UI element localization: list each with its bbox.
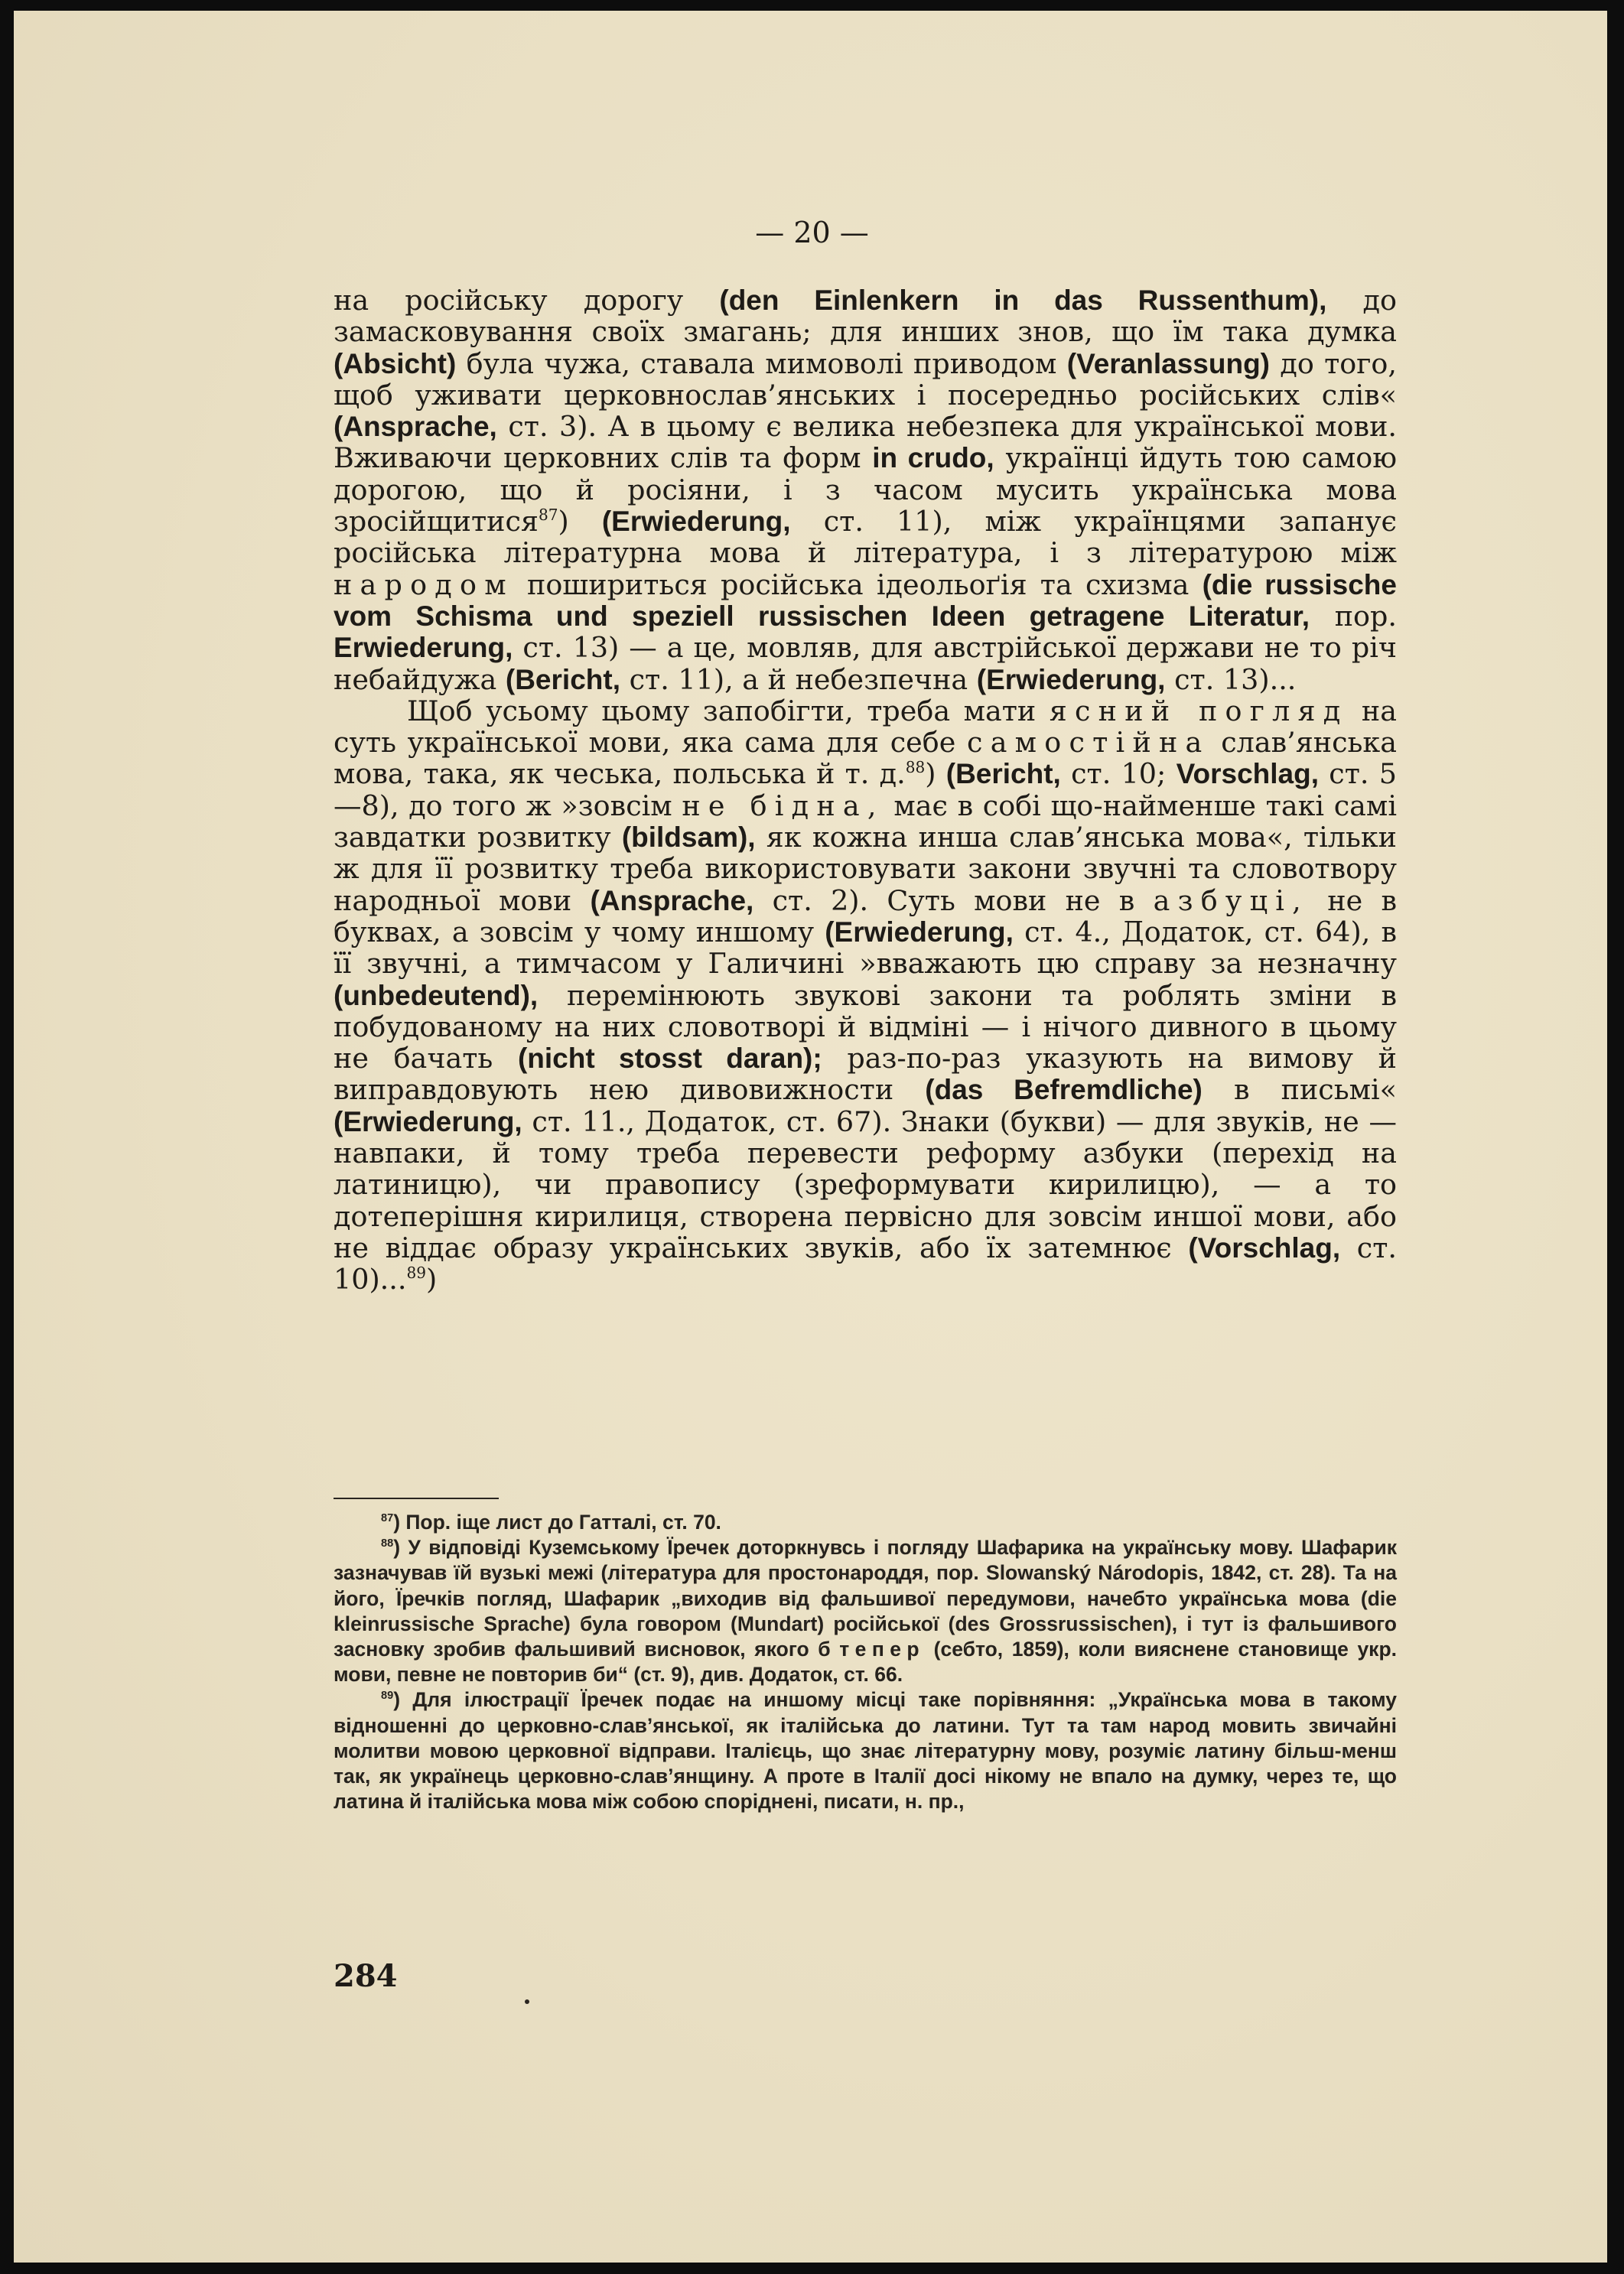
footnotes	[334, 1510, 1397, 1814]
german-citation: (nicht stosst daran);	[517, 1043, 822, 1075]
text-run: ст. 13) — а це, мовляв, для австрійської держави не то річ небайдужа	[334, 631, 1397, 696]
text-run: народом	[334, 568, 514, 601]
main-text	[334, 285, 1397, 1296]
ink-speck	[525, 1999, 529, 2004]
text-run: пор.	[1310, 599, 1397, 633]
german-citation: (Erwiederung,	[601, 506, 791, 538]
text-run: до того, щоб уживати церковнослав’янських і посередньо російських слів«	[334, 346, 1397, 412]
text-run: ст. 11), а й небезпечна	[620, 662, 977, 696]
german-citation: (Erwiederung,	[976, 663, 1166, 695]
german-citation: (Ansprache,	[334, 411, 497, 443]
running-page-number: — 20 —	[755, 216, 869, 249]
printed-page-number: 284	[334, 1958, 398, 1994]
german-citation: (Veranlassung)	[1066, 347, 1271, 379]
footnote-ref: 89	[406, 1264, 427, 1283]
footnote-ref: 87	[381, 1511, 394, 1524]
paragraph	[334, 285, 1397, 695]
text-run: ст. 10;	[1060, 757, 1177, 791]
text-run: має в собі що-найменше такі самі завдатки розвитку	[334, 789, 1398, 854]
footnote-87	[334, 1510, 1397, 1535]
footnote-88	[334, 1535, 1397, 1687]
text-run: на російську дорогу	[334, 284, 720, 317]
german-citation: (den Einlenkern in das Russenthum),	[719, 285, 1327, 316]
text-run: ст. 11), між українцями запанує російська літературна мова й література, і з літературою між	[334, 505, 1398, 570]
german-citation: Erwiederung,	[334, 632, 513, 664]
text-run: українці йдуть тою самою дорогою, що й росіяни, і з часом мусить українська мова зросійщитися	[334, 441, 1397, 538]
german-citation: in crudo,	[872, 442, 994, 474]
text-run: ст. 11., Додаток, ст. 67). Знаки (букви) — для звуків, не — навпаки, й тому треба перевести реформу азбуки (перехід на латиницю), чи правопису (зреформувати кирилицю), — а то дотеперішня кирилиця, створена первісно для зовсім иншої мови, або не віддає образу українських звуків, або їх затемнює	[334, 1104, 1397, 1264]
german-citation: (Bericht,	[945, 758, 1061, 790]
german-citation: (bildsam),	[621, 821, 756, 854]
text-run: ст. 3). А в цьому є велика небезпека для української мови. Вживаючи церковних слів та форм	[334, 410, 1397, 475]
german-citation: (Bericht,	[505, 663, 620, 695]
text-run: ст. 2). Суть мови не в	[753, 883, 1154, 917]
text-run: )	[558, 505, 602, 538]
german-citation: (Vorschlag,	[1188, 1231, 1341, 1264]
text-run: тепер	[839, 1638, 926, 1661]
german-citation: (unbedeutend),	[334, 979, 539, 1011]
text-run: слав’янська мова, така, як чеська, польська й т. д.	[334, 726, 1397, 791]
german-citation: (Ansprache,	[590, 884, 754, 916]
footnote-ref: 88	[905, 758, 926, 777]
text-run: була чужа, ставала мимоволі приводом	[456, 346, 1067, 380]
text-run: як кожна инша слав’янська мова«, тільки ж для її розвитку треба використовувати закони звучні та словотвору народньої мови	[334, 821, 1397, 917]
german-citation: Vorschlag,	[1176, 758, 1320, 790]
footnote-ref: 89	[381, 1690, 394, 1703]
text-run: ) У відповіді Куземському Їречек доторкнувсь і погляду Шафарика на українську мову. Шафарик зазначував їй вузькі межі (література для простонароддя, пор. Slowanský Národopis, 1842, ст. 28). Та на його, Їречків погляд, Шафарик „виходив від фальшивої передумови, начебто українська мова (die kleinrussische Sprache) була говором (Mundart) російської (des Grossrussischen), і тут із фальшивого засновку зробив фальшивий висновок, якого б	[334, 1536, 1397, 1661]
text-run: )	[925, 757, 946, 791]
text-run: ст. 13)...	[1165, 662, 1297, 696]
text-run: )	[426, 1263, 438, 1296]
footnote-ref: 88	[381, 1537, 394, 1550]
text-run: не в буквах, а зовсім у чому иншому	[334, 883, 1397, 948]
text-run: раз-по-раз указують на вимову й виправдовують нею дивовижности	[334, 1042, 1398, 1107]
german-citation: (Absicht)	[334, 347, 457, 379]
text-run: ст. 10)...	[334, 1231, 1397, 1296]
footnote-separator	[334, 1498, 499, 1499]
german-citation: (die russische vom Schisma und speziell russischen Ideen getragene Literatur,	[334, 568, 1397, 632]
footnote-ref: 87	[538, 506, 558, 525]
text-run: самостійна	[967, 726, 1210, 760]
text-run: перемінюють звукові закони та роблять зміни в побудованому на них словотворі й відміні — і нічого дивного в цьому не бачать	[334, 978, 1397, 1075]
text-run: азбуці,	[1153, 883, 1310, 917]
text-run: в письмі«	[1202, 1073, 1398, 1107]
german-citation: (das Befremdliche)	[925, 1074, 1203, 1106]
text-run: (себто, 1859), коли вияснене становище укр. мови, певне не повторив би“ (ст. 9), див. Додаток, ст. 66.	[334, 1638, 1397, 1687]
footnote-89	[334, 1687, 1397, 1814]
text-run: ) Для ілюстрації Їречек подає на иншому місці таке порівняння: „Українська мова в такому відношенні до церковно-слав’янської, як італійська до латини. Тут та там народ мовить звичайні молитви мовою церковної відправи. Італієць, що знає літературну мову, розуміє латину більш-менш так, як українець церковно-слав’янщину. А проте в Італії досі нікому не впало на думку, через те, що латина й італійська мова між собою споріднені, писати, н. пр.,	[334, 1688, 1397, 1814]
text-run: пошириться російська ідеольоґія та схизма	[513, 568, 1203, 601]
paragraph	[334, 695, 1397, 1296]
text-run: ) Пор. іще лист до Гатталі, ст. 70.	[393, 1511, 721, 1534]
text-run: не бідна,	[682, 789, 884, 822]
german-citation: (Erwiederung,	[334, 1105, 522, 1137]
text-run: на суть української мови, яка сама для себе	[334, 694, 1397, 760]
text-run: ясний погляд	[1049, 694, 1349, 727]
text-run: до замасковування своїх змагань; для инших знов, що їм така думка	[334, 284, 1397, 349]
german-citation: (Erwiederung,	[825, 916, 1014, 948]
text-run: Щоб усьому цьому запобігти, треба мати	[407, 694, 1050, 727]
text-run: ст. 5—8), до того ж »зовсім	[334, 757, 1397, 822]
text-run: ст. 4., Додаток, ст. 64), в її звучні, а тимчасом у Галичині »вважають цю справу за незначну	[334, 915, 1397, 981]
